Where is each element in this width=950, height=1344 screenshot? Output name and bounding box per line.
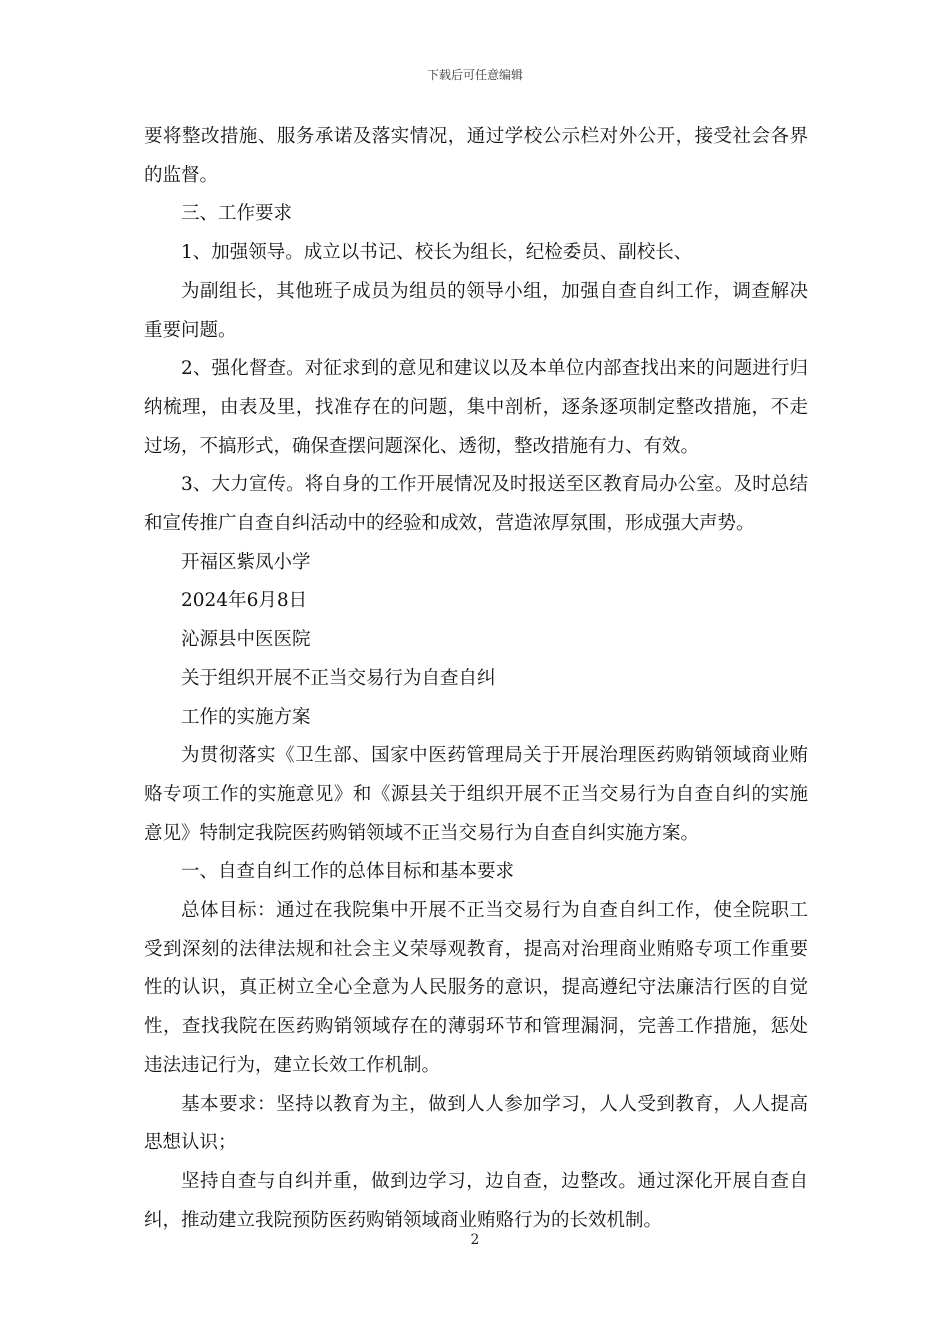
section-heading: 三、工作要求 bbox=[181, 203, 293, 225]
page-number: 2 bbox=[470, 1232, 480, 1248]
document-body bbox=[144, 118, 808, 1240]
paragraph: 总体目标：通过在我院集中开展不正当交易行为自查自纠工作，使全院职工受到深刻的法律法规和社会主义荣辱观教育，提高对治理商业贿赂专项工作重要性的认识，真正树立全心全意为人民服务的意识，提高遵纪守法廉洁行医的自觉性，查找我院在医药购销领域存在的薄弱环节和管理漏洞，完善工作措施，惩处违法违记行为，建立长效工作机制。 bbox=[144, 900, 808, 1076]
paragraph: 2、强化督查。对征求到的意见和建议以及本单位内部查找出来的问题进行归纳梳理，由表及里，找准存在的问题，集中剖析，逐条逐项制定整改措施，不走过场，不搞形式，确保查摆问题深化、透彻，整改措施有力、有效。 bbox=[144, 358, 808, 457]
paragraph: 坚持自查与自纠并重，做到边学习，边自查，边整改。通过深化开展自查自纠，推动建立我院预防医药购销领域商业贿赂行为的长效机制。 bbox=[144, 1170, 808, 1231]
paragraph: 为贯彻落实《卫生部、国家中医药管理局关于开展治理医药购销领域商业贿赂专项工作的实施意见》和《源县关于组织开展不正当交易行为自查自纠的实施意见》特制定我院医药购销领域不正当交易行为自查自纠实施方案。 bbox=[144, 745, 808, 844]
paragraph: 1、加强领导。成立以书记、校长为组长，纪检委员、副校长、 bbox=[181, 242, 693, 264]
paragraph: 为副组长，其他班子成员为组员的领导小组，加强自查自纠工作，调查解决重要问题。 bbox=[144, 280, 808, 341]
doc-org: 沁源县中医医院 bbox=[181, 629, 311, 651]
section-heading: 一、自查自纠工作的总体目标和基本要求 bbox=[181, 861, 515, 883]
paragraph: 要将整改措施、服务承诺及落实情况，通过学校公示栏对外公开，接受社会各界的监督。 bbox=[144, 126, 808, 186]
doc-title-line2: 工作的实施方案 bbox=[181, 706, 311, 728]
signature-date: 2024年6月8日 bbox=[181, 590, 308, 612]
signature-org: 开福区紫凤小学 bbox=[181, 551, 311, 573]
doc-title-line1: 关于组织开展不正当交易行为自查自纠 bbox=[181, 667, 496, 689]
paragraph: 基本要求：坚持以教育为主，做到人人参加学习，人人受到教育，人人提高思想认识； bbox=[144, 1093, 808, 1154]
page-header-note: 下载后可任意编辑 bbox=[426, 68, 523, 82]
paragraph: 3、大力宣传。将自身的工作开展情况及时报送至区教育局办公室。及时总结和宣传推广自查自纠活动中的经验和成效，营造浓厚氛围，形成强大声势。 bbox=[144, 474, 808, 535]
